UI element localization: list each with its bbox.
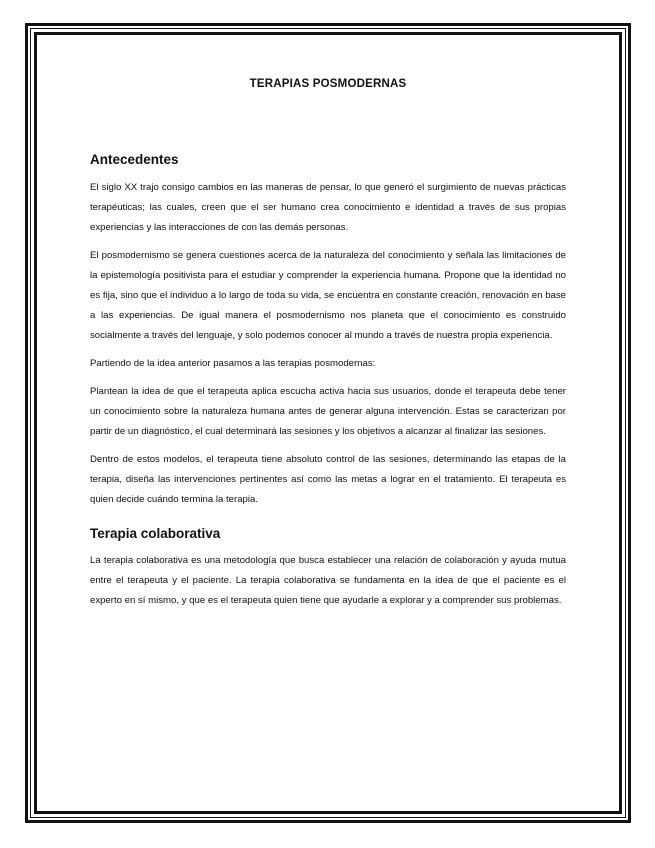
heading-antecedentes: Antecedentes bbox=[90, 152, 179, 167]
paragraph: Partiendo de la idea anterior pasamos a las terapias posmodernas: bbox=[90, 358, 376, 369]
paragraph: El siglo XX trajo consigo cambios en las maneras de pensar, lo que generó el surgimiento de nuevas prácticas terapéuticas; las cuales, creen que el ser humano crea conocimiento e identidad a través de sus propias experiencias y las interacciones de con las demás personas. bbox=[90, 182, 566, 233]
document-body bbox=[90, 78, 566, 611]
document-title: TERAPIAS POSMODERNAS bbox=[249, 78, 407, 90]
paragraph: El posmodernismo se genera cuestiones acerca de la naturaleza del conocimiento y señala las limitaciones de la epistemología positivista para el estudiar y comprender la experiencia humana. Propone que la identidad no es fija, sino que el individuo a lo largo de toda su vida, se encuentra en constante creación, renovación en base a las experiencias. De igual manera el posmodernismo nos planeta que el conocimiento es construido socialmente a través del lenguaje, y solo podemos conocer al mundo a través de nuestra propia experiencia. bbox=[90, 250, 566, 341]
paragraph: Dentro de estos modelos, el terapeuta tiene absoluto control de las sesiones, determinando las etapas de la terapia, diseña las intervenciones pertinentes así como las metas a lograr en el tratamiento. El terapeuta es quien decide cuándo termina la terapia. bbox=[90, 454, 566, 505]
heading-terapia-colaborativa: Terapia colaborativa bbox=[90, 526, 221, 541]
paragraph: Plantean la idea de que el terapeuta aplica escucha activa hacia sus usuarios, donde el terapeuta debe tener un conocimiento sobre la naturaleza humana antes de generar alguna intervención. Estas se caracterizan por partir de un diagnóstico, el cual determinará las sesiones y los objetivos a alcanzar al finalizar las sesiones. bbox=[90, 386, 566, 437]
paragraph: La terapia colaborativa es una metodología que busca establecer una relación de colaboración y ayuda mutua entre el terapeuta y el paciente. La terapia colaborativa se fundamenta en la idea de que el paciente es el experto en sí mismo, y que es el terapeuta quien tiene que ayudarle a explorar y a comprender sus problemas. bbox=[90, 555, 566, 606]
